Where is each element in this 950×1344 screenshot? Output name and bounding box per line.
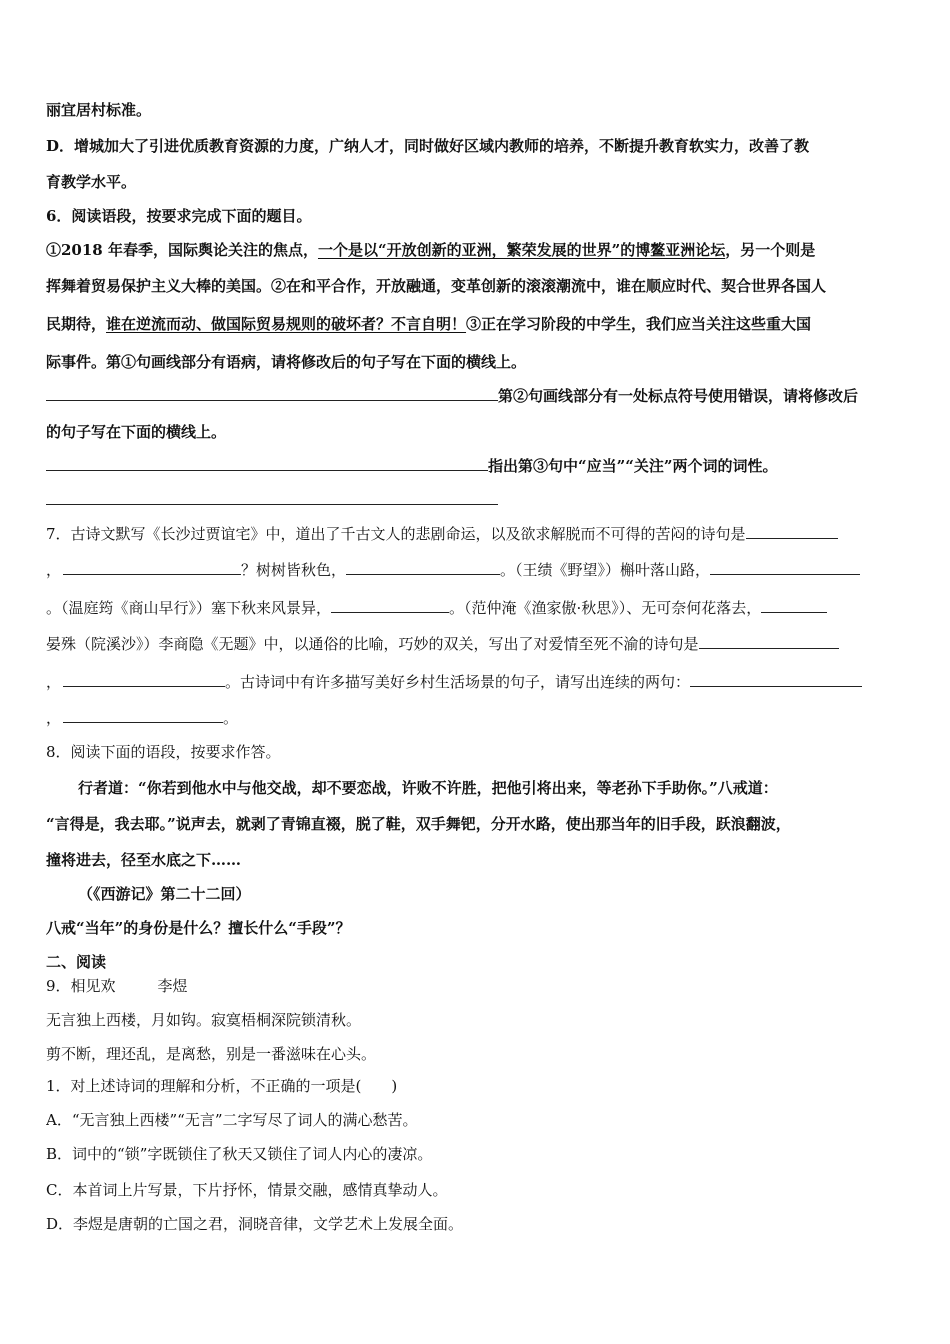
q7-text: ？树树皆秋色， <box>241 561 347 579</box>
q8-question: 八戒“当年”的身份是什么？擅长什么“手段”？ <box>46 919 351 937</box>
answer-blank[interactable] <box>746 524 838 539</box>
q7-text: 。（范仲淹《渔家傲·秋思》）、无可奈何花落去， <box>449 599 762 617</box>
option-d-letter: D． <box>46 137 75 155</box>
answer-blank[interactable] <box>46 490 498 505</box>
answer-blank[interactable] <box>710 560 860 575</box>
q6-para-line4: 际事件。第①句画线部分有语病，请将修改后的句子写在下面的横线上。 <box>46 353 527 371</box>
q7-text: 。古诗词中有许多描写美好乡村生活场景的句子，请写出连续的两句： <box>225 673 691 691</box>
answer-blank[interactable] <box>331 598 449 613</box>
q7-line6 <box>46 708 908 728</box>
answer-blank[interactable] <box>63 672 225 687</box>
q7-line5 <box>46 672 908 692</box>
q9-option-d: D．李煜是唐朝的亡国之君，洞晓音律，文学艺术上发展全面。 <box>46 1215 464 1233</box>
q7-text: ， <box>46 709 62 727</box>
answer-blank[interactable] <box>761 598 827 613</box>
answer-blank[interactable] <box>346 560 500 575</box>
option-c-continuation: 丽宜居村标准。 <box>46 101 152 119</box>
q8-excerpt-line1: 行者道：“你若到他水中与他交战，却不要恋战，许败不许胜，把他引将出来，等老孙下手助你。”八戒道： <box>78 779 778 797</box>
q8-heading: 8．阅读下面的语段，按要求作答。 <box>46 743 281 761</box>
option-d-line2: 育教学水平。 <box>46 173 137 191</box>
section-heading-reading: 二、阅读 <box>46 953 107 971</box>
q6-para-line1 <box>46 240 908 260</box>
q7-text: 7．古诗文默写《长沙过贾谊宅》中，道出了千古文人的悲剧命运，以及欲求解脱而不可得的苦闷的诗句是 <box>46 525 746 543</box>
q6-text: ，另一个则是 <box>725 241 816 259</box>
q6-heading: 6．阅读语段，按要求完成下面的题目。 <box>46 207 312 225</box>
q9-option-c: C．本首词上片写景，下片抒怀，情景交融，感情真挚动人。 <box>46 1181 448 1199</box>
answer-blank[interactable] <box>46 456 488 471</box>
q6-text: ①2018 年春季，国际舆论关注的焦点， <box>46 241 318 259</box>
q7-text: ， <box>46 673 62 691</box>
answer-blank[interactable] <box>690 672 862 687</box>
q6-text: 第②句画线部分有一处标点符号使用错误，请将修改后 <box>498 387 859 405</box>
answer-blank[interactable] <box>46 386 498 401</box>
answer-blank[interactable] <box>699 634 839 649</box>
q6-text: 指出第③句中“应当”“关注”两个词的词性。 <box>488 457 778 475</box>
q9-option-a: A．“无言独上西楼”“无言”二字写尽了词人的满心愁苦。 <box>46 1111 418 1129</box>
q6-underlined-sentence-1: 一个是以“开放创新的亚洲，繁荣发展的世界”的博鳌亚洲论坛 <box>317 241 726 259</box>
q6-answer-line1 <box>46 386 908 406</box>
q7-text: 。 <box>223 709 239 727</box>
q6-underlined-sentence-2: 谁在逆流而动、做国际贸易规则的破坏者？不言自明！ <box>106 315 467 333</box>
q6-answer-line2 <box>46 456 908 476</box>
q7-line3 <box>46 598 908 618</box>
q9-subquestion-1: 1．对上述诗词的理解和分析，不正确的一项是( ) <box>46 1077 398 1095</box>
q7-line4 <box>46 634 908 654</box>
q9-option-b: B．词中的“锁”字既锁住了秋天又锁住了词人内心的凄凉。 <box>46 1145 433 1163</box>
q6-para-line2: 挥舞着贸易保护主义大棒的美国。②在和平合作，开放融通，变革创新的滚滚潮流中，谁在顺应时代、契合世界各国人 <box>46 277 827 295</box>
q7-text: ， <box>46 561 62 579</box>
q9-poem-line1: 无言独上西楼，月如钩。寂寞梧桐深院锁清秋。 <box>46 1011 362 1029</box>
q8-excerpt-line2: “言得是，我去耶。”说声去，就剥了青锦直裰，脱了鞋，双手舞钯，分开水路，使出那当年的旧手段，跃浪翻波， <box>46 815 791 833</box>
q8-excerpt-line3: 撞将进去，径至水底之下…… <box>46 851 242 869</box>
q7-text: 。（温庭筠《商山早行》）塞下秋来风景异， <box>46 599 332 617</box>
q6-para-line6: 的句子写在下面的横线上。 <box>46 423 227 441</box>
q7-text: 。（王绩《野望》）槲叶落山路， <box>500 561 711 579</box>
q6-answer-line3 <box>46 490 908 510</box>
q9-title-line <box>46 976 908 996</box>
q7-line1 <box>46 524 908 544</box>
q9-poem-line2: 剪不断，理还乱，是离愁，别是一番滋味在心头。 <box>46 1045 377 1063</box>
answer-blank[interactable] <box>63 560 241 575</box>
q8-source: （《西游记》第二十二回） <box>78 885 251 903</box>
q9-title: 9．相见欢 <box>46 977 116 995</box>
q6-text: ③正在学习阶段的中学生，我们应当关注这些重大国 <box>466 315 812 333</box>
q6-para-line3 <box>46 314 908 334</box>
q7-text: 晏殊（院溪沙》）李商隐《无题》中，以通俗的比喻，巧妙的双关，写出了对爱情至死不渝的诗句是 <box>46 635 699 653</box>
answer-blank[interactable] <box>63 708 223 723</box>
q7-line2 <box>46 560 908 580</box>
option-d-text: 增城加大了引进优质教育资源的力度，广纳人才，同时做好区域内教师的培养，不断提升教育软实力，改善了教 <box>74 137 810 155</box>
q9-author: 李煜 <box>157 977 188 995</box>
q6-text: 民期待， <box>46 315 107 333</box>
option-d-line1 <box>46 136 908 156</box>
